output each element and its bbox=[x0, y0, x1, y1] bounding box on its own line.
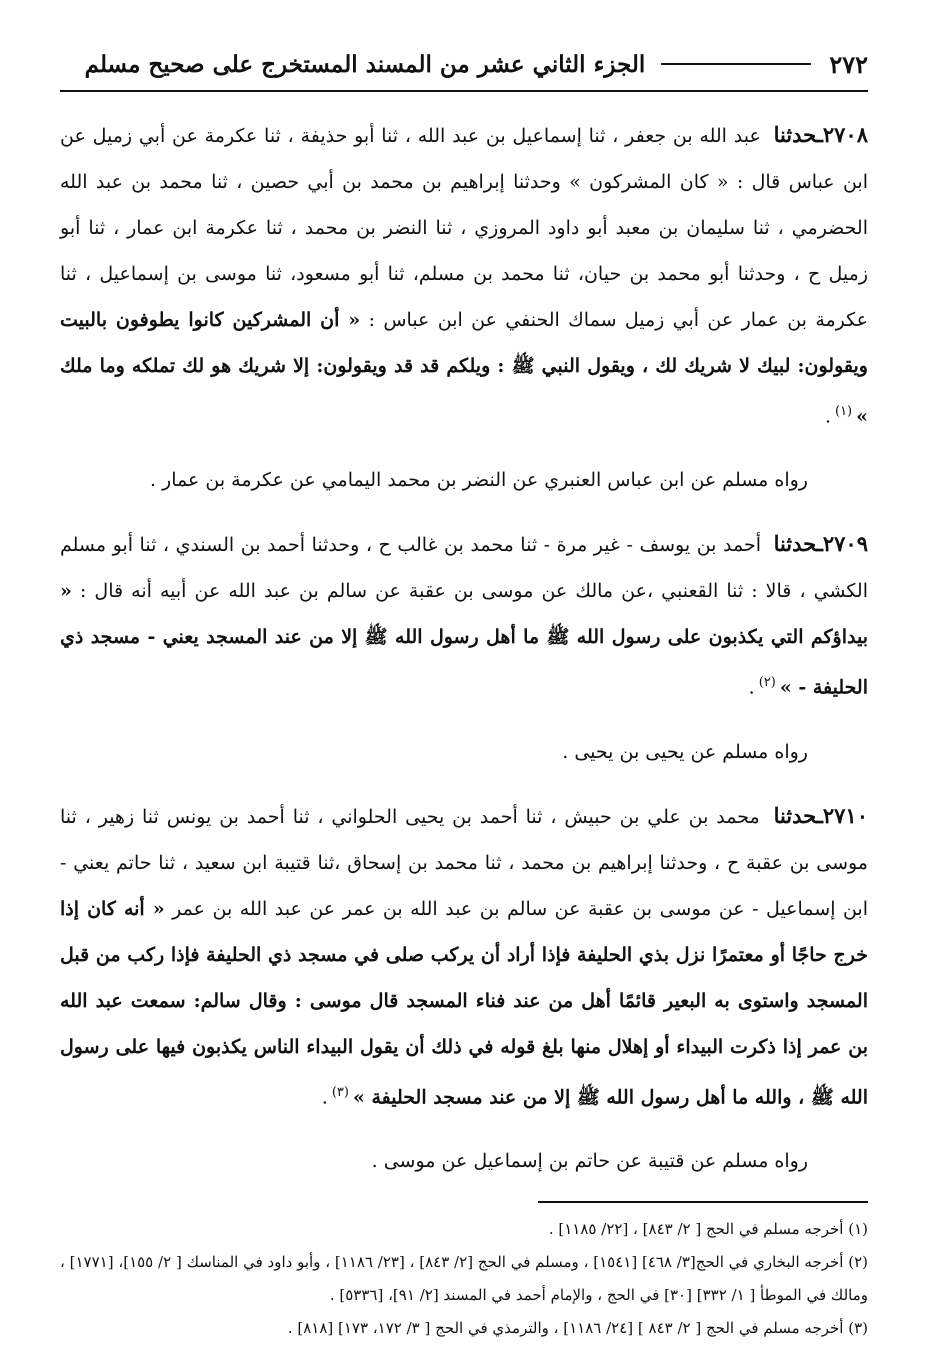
isnad-text: أحمد بن يوسف - غير مرة - ثنا محمد بن غالب ح ، وحدثنا أحمد بن السندي ، ثنا أبو مسلم الكشي ، قالا : ثنا القعنبي ،عن مالك عن موسى بن عقبة عن سالم بن عبد الله عن أبيه أنه قال : bbox=[60, 534, 868, 603]
isnad-text: محمد بن علي بن حبيش ، ثنا أحمد بن يحيى الحلواني ، ثنا أحمد بن يونس ثنا زهير ، ثنا موسى بن عقبة ح ، وحدثنا إبراهيم بن محمد ، ثنا محمد بن إسحاق ،ثنا قتيبة ابن سعيد ، ثنا حاتم يعني - ابن إسماعيل - عن موسى بن عقبة عن سالم بن عبد الله بن عمر عن عبد الله بن عمر bbox=[60, 805, 869, 920]
footnote-ref: (٣) bbox=[331, 1084, 349, 1100]
footnote-ref: (١) bbox=[834, 404, 853, 419]
matn-text: « أن المشركين كانوا يطوفون بالبيت ويقولون: لبيك لا شريك لك ، ويقول النبي ﷺ : ويلكم قد قد ويقولون: إلا شريك هو لك تملكه وما ملك » bbox=[60, 309, 868, 428]
hadith-2709 bbox=[60, 521, 868, 710]
hadith-number: ٢٧٠٨ bbox=[822, 122, 868, 147]
sentence-end: . bbox=[824, 405, 831, 428]
hadith-2710 bbox=[60, 793, 868, 1120]
haddathana-keyword: ـحدثنا bbox=[773, 122, 823, 147]
hadith-number: ٢٧١٠ bbox=[822, 802, 868, 828]
riwaya-line: رواه مسلم عن يحيى بن يحيى . bbox=[562, 740, 808, 763]
hadith-number: ٢٧٠٩ bbox=[822, 531, 868, 557]
haddathana-keyword: ـحدثنا bbox=[773, 802, 823, 828]
sentence-end: . bbox=[321, 1085, 328, 1108]
footnote-divider bbox=[538, 1201, 868, 1203]
footnote: (٢) أخرجه البخاري في الحج[٣/ ٤٦٨] [١٥٤١] ، ومسلم في الحج [٢/ ٨٤٣] ، [٢٣/ ١١٨٦] ، وأبو داود في المناسك [ ٢/ ١٥٥]، [١٧٧١] ، ومالك في الموطأ [ ١/ ٣٣٢] [٣٠] في الحج ، والإمام أحمد في المسند [٢/ ٩١]، [٥٣٣٦] . bbox=[60, 1252, 869, 1304]
haddathana-keyword: ـحدثنا bbox=[773, 531, 823, 557]
footnote: (٣) أخرجه مسلم في الحج [ ٢/ ٨٤٣ ] [٢٤/ ١١٨٦] ، والترمذي في الحج [ ٣/ ١٧٢، ١٧٣] [٨١٨] . bbox=[287, 1318, 868, 1337]
riwaya-line: رواه مسلم عن قتيبة عن حاتم بن إسماعيل عن موسى . bbox=[371, 1149, 808, 1172]
riwaya-line: رواه مسلم عن ابن عباس العنبري عن النضر بن محمد اليمامي عن عكرمة بن عمار . bbox=[149, 469, 808, 492]
footnote-ref: (٢) bbox=[758, 675, 776, 691]
page-number: ٢٧٢ bbox=[829, 49, 868, 79]
header-rule bbox=[661, 63, 811, 65]
page-body bbox=[60, 112, 868, 1183]
footnote: (١) أخرجه مسلم في الحج [ ٢/ ٨٤٣] ، [٢٢/ ١١٨٥] . bbox=[548, 1219, 868, 1238]
isnad-text: عبد الله بن جعفر ، ثنا إسماعيل بن عبد الله ، ثنا أبو حذيفة ، ثنا عكرمة عن أبي زميل عن ابن عباس قال : « كان المشركون » وحدثنا إبراهيم بن محمد بن أبي حصين ، ثنا محمد بن عبد الله الحضرمي ، ثنا سليمان بن معبد أبو داود المروزي ، ثنا النضر بن محمد ، ثنا عكرمة ابن عمار ، ثنا أبو زميل ح ، وحدثنا أبو محمد بن حيان، ثنا محمد بن مسلم، ثنا أبو مسعود، ثنا موسى بن إسماعيل ، ثنا عكرمة بن عمار عن أبي زميل سماك الحنفي عن ابن عباس : bbox=[60, 125, 868, 331]
page bbox=[60, 38, 868, 1345]
page-header bbox=[60, 38, 868, 92]
sentence-end: . bbox=[748, 676, 755, 699]
matn-text: « أنه كان إذا خرج حاجًا أو معتمرًا نزل بذي الحليفة فإذا أراد أن يركب صلى في مسجد ذي الحليفة فإذا ركب من قبل المسجد واستوى به البعير قائمًا أهل من عند فناء المسجد قال موسى : وقال سالم: سمعت عبد الله بن عمر إذا ذكرت البيداء أو إهلال منها بلغ قوله في ذلك أن يقول البيداء الناس يكذبون فيها على رسول الله ﷺ ، والله ما أهل رسول الله ﷺ إلا من عند مسجد الحليفة » bbox=[60, 897, 868, 1108]
matn-text: « بيداؤكم التي يكذبون على رسول الله ﷺ ما أهل رسول الله ﷺ إلا من عند المسجد يعني - مسجد ذي الحليفة - » bbox=[60, 580, 868, 699]
running-title: الجزء الثاني عشر من المسند المستخرج على صحيح مسلم bbox=[84, 50, 646, 78]
hadith-2708 bbox=[60, 112, 868, 439]
footnotes bbox=[60, 1213, 868, 1345]
